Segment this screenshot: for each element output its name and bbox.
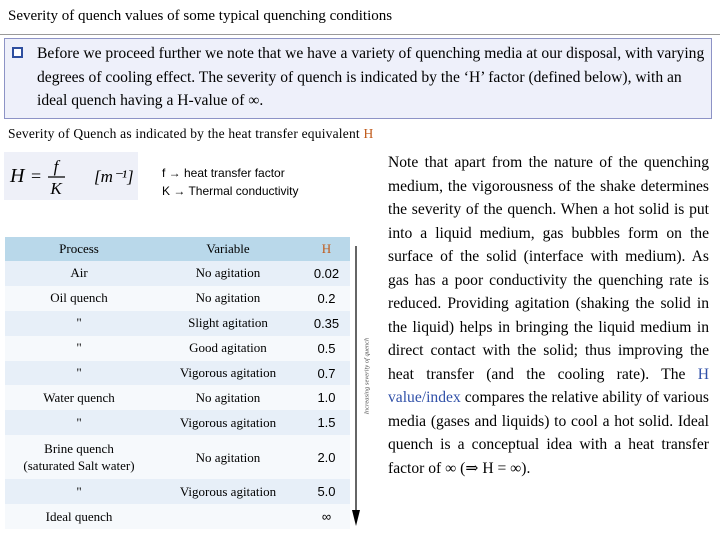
variable-cell: No agitation (153, 261, 303, 286)
header-process: Process (5, 237, 153, 261)
table-row (5, 435, 350, 479)
formula-denominator: K (50, 179, 62, 198)
variable-cell: Vigorous agitation (153, 361, 303, 386)
table-row (5, 336, 350, 361)
side-note-text-2: compares the relative ability of various media (gases and liquids) to cool a hot solid. Ideal quench is a conceptual idea with a heat transfer factor of ∞ (⇒ H = ∞). (388, 389, 709, 477)
h-value-cell: 1.0 (303, 385, 350, 410)
variable-cell (153, 504, 303, 529)
formula-numerator: f (53, 157, 59, 176)
checkbox-bullet-icon (12, 47, 23, 58)
section-heading-h: H (363, 126, 374, 141)
side-note-highlight: H value/index (388, 365, 709, 406)
header-variable: Variable (153, 237, 303, 261)
severity-arrow-label: Increasing severity of quench (363, 337, 371, 415)
h-value-cell: 0.2 (303, 286, 350, 311)
table-row (5, 410, 350, 435)
variable-definitions (162, 164, 299, 200)
header-h: H (303, 237, 350, 261)
quench-table (5, 237, 350, 529)
variable-cell: Slight agitation (153, 311, 303, 336)
definition-k: K → Thermal conductivity (162, 184, 299, 198)
section-heading-text: Severity of Quench as indicated by the heat transfer equivalent (8, 126, 360, 141)
formula-graphic (4, 152, 138, 200)
process-cell: Air (5, 261, 153, 286)
process-cell: Water quench (5, 385, 153, 410)
h-value-cell: 0.5 (303, 336, 350, 361)
process-cell (5, 435, 153, 479)
process-cell: " (5, 311, 153, 336)
intro-text: Before we proceed further we note that we have a variety of quenching media at our disposal, with varying degrees of cooling effect. The severity of quench is indicated by the ‘H’ factor (defined below), with an ideal quench having a H-value of ∞. (37, 45, 705, 109)
page-title: Severity of quench values of some typical quenching conditions (8, 8, 393, 24)
table-header-row (5, 237, 350, 261)
variable-cell: Vigorous agitation (153, 410, 303, 435)
variable-cell: No agitation (153, 385, 303, 410)
title-divider (0, 34, 720, 35)
process-cell-line2: (saturated Salt water) (23, 458, 135, 474)
h-value-cell: ∞ (303, 504, 350, 529)
h-value-cell: 5.0 (303, 479, 350, 504)
h-value-cell: 1.5 (303, 410, 350, 435)
variable-cell: Vigorous agitation (153, 479, 303, 504)
table-row (5, 311, 350, 336)
h-value-cell: 0.02 (303, 261, 350, 286)
side-note (388, 151, 709, 480)
process-cell-line1: Brine quench (44, 441, 114, 457)
table-row (5, 286, 350, 311)
process-cell: " (5, 479, 153, 504)
process-cell: " (5, 336, 153, 361)
process-cell: " (5, 361, 153, 386)
h-value-cell: 0.35 (303, 311, 350, 336)
formula-equals: = (31, 166, 42, 186)
h-value-cell: 0.7 (303, 361, 350, 386)
table-row (5, 504, 350, 529)
table-row (5, 361, 350, 386)
process-cell: Ideal quench (5, 504, 153, 529)
process-cell: " (5, 410, 153, 435)
formula-lhs: H (10, 165, 25, 187)
definition-f: f → heat transfer factor (162, 166, 285, 180)
process-cell: Oil quench (5, 286, 153, 311)
table-row (5, 385, 350, 410)
section-heading (8, 126, 373, 142)
table-row (5, 261, 350, 286)
formula-box (4, 152, 138, 200)
formula-unit: [m⁻¹] (94, 167, 134, 186)
table-row (5, 479, 350, 504)
variable-cell: Good agitation (153, 336, 303, 361)
variable-cell: No agitation (153, 435, 303, 479)
intro-box (4, 38, 712, 119)
h-value-cell: 2.0 (303, 435, 350, 479)
side-note-text-1: Note that apart from the nature of the quenching medium, the vigorousness of the shake determines the severity of the quench. When a hot solid is put into a liquid medium, gas bubbles form on the surface of the solid (interface with medium). As gas has a poor conductivity the quenching rate is reduced. Providing agitation (shaking the solid in the liquid) helps in bringing the liquid medium in direct contact with the solid; thus improving the heat transfer (and the cooling rate). The (388, 154, 709, 383)
variable-cell: No agitation (153, 286, 303, 311)
